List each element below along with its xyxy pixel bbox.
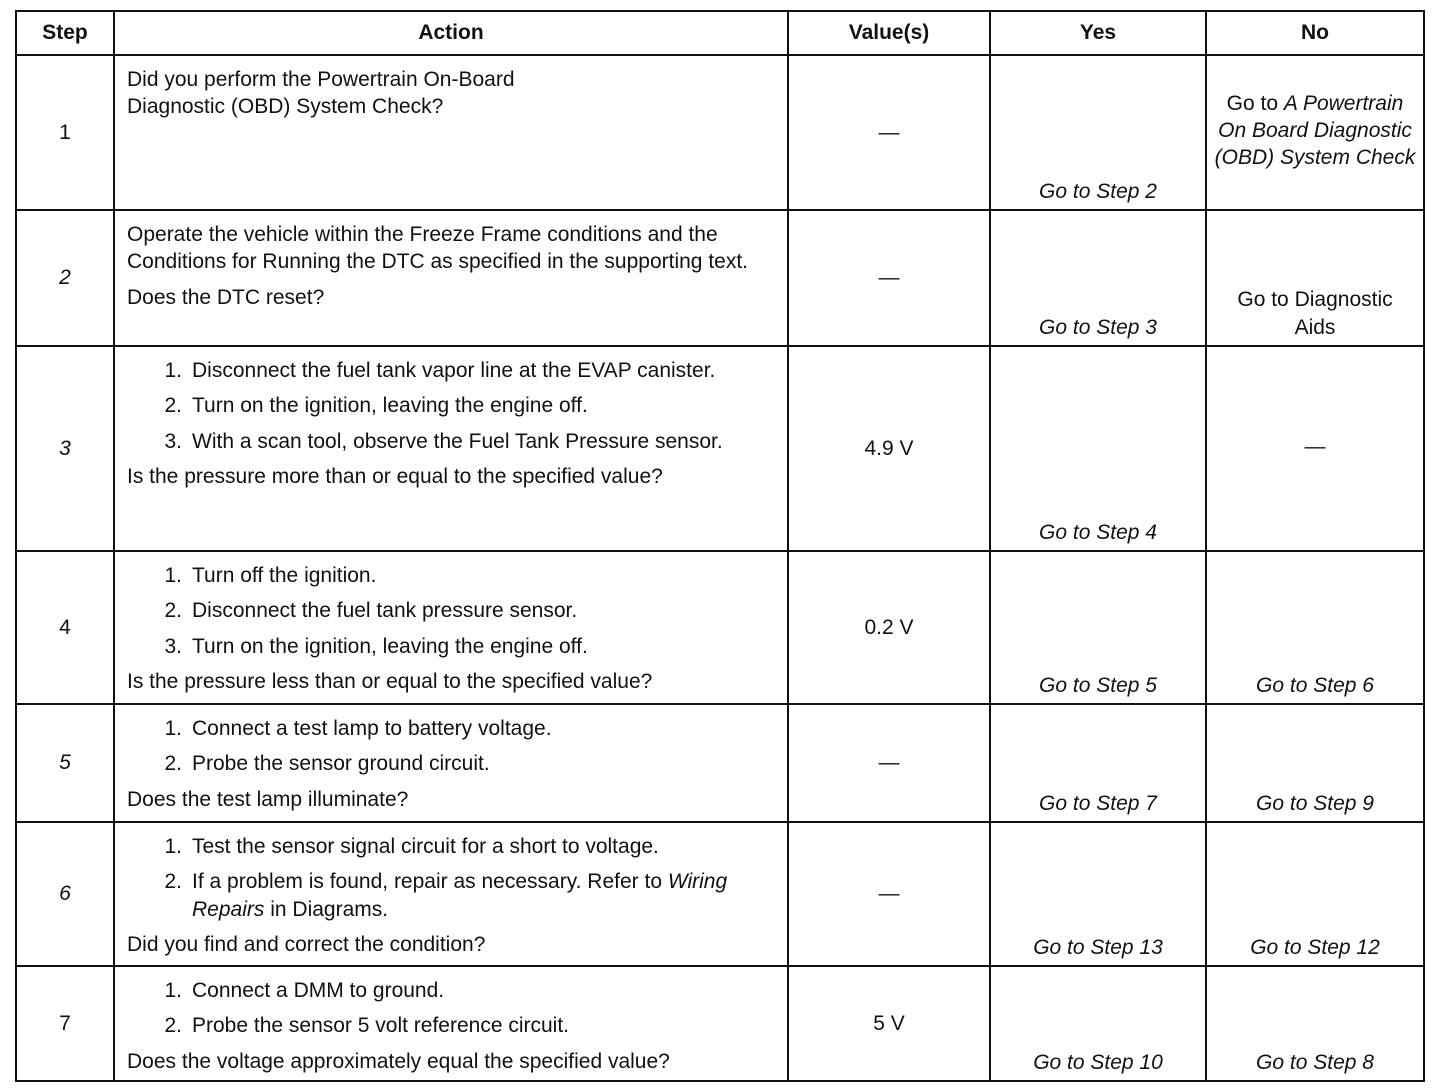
- yes-cell[interactable]: Go to Step 5: [990, 551, 1206, 704]
- no-cell[interactable]: [1206, 210, 1424, 346]
- yes-cell[interactable]: Go to Step 13: [990, 822, 1206, 966]
- table-row: [16, 822, 1424, 966]
- table-row: [16, 966, 1424, 1081]
- table-row: [16, 551, 1424, 704]
- step-number: 1: [16, 55, 114, 210]
- yes-cell[interactable]: Go to Step 3: [990, 210, 1206, 346]
- question-text: Does the test lamp illuminate?: [127, 787, 409, 811]
- no-cell[interactable]: Go to Step 6: [1206, 551, 1424, 704]
- action-cell: [114, 551, 788, 704]
- table-row: [16, 346, 1424, 551]
- no-link[interactable]: A Powertrain On Board Diagnostic (OBD) System Check: [1214, 91, 1416, 170]
- header-row: [16, 11, 1424, 55]
- no-cell[interactable]: Go to Step 9: [1206, 704, 1424, 822]
- table-row: [16, 210, 1424, 346]
- no-text: Go to Diagnostic Aids: [1237, 288, 1393, 339]
- yes-cell[interactable]: Go to Step 4: [990, 346, 1206, 551]
- value-cell: 5 V: [788, 966, 990, 1081]
- yes-cell[interactable]: Go to Step 2: [990, 55, 1206, 210]
- header-yes: Yes: [990, 11, 1206, 55]
- item-text: If a problem is found, repair as necessary. Refer to: [192, 870, 662, 894]
- question-text: Does the DTC reset?: [127, 285, 325, 309]
- action-cell: [114, 210, 788, 346]
- list-item: 1. Turn off the ignition.: [164, 564, 377, 587]
- step-number: 2: [16, 210, 114, 346]
- no-prefix: Go to: [1226, 91, 1279, 115]
- header-step: Step: [16, 11, 114, 55]
- list-item: 2. Probe the sensor 5 volt reference circuit.: [164, 1014, 570, 1038]
- list-item: 1. Connect a DMM to ground.: [164, 979, 445, 1002]
- question-text: Is the pressure more than or equal to the specified value?: [127, 464, 663, 488]
- no-cell: —: [1206, 346, 1424, 551]
- diagnostic-table: [15, 10, 1425, 1082]
- list-item: 3. Turn on the ignition, leaving the engine off.: [164, 634, 588, 658]
- step-number: 5: [16, 704, 114, 822]
- list-item: 1. Connect a test lamp to battery voltage.: [164, 717, 552, 740]
- action-cell: [114, 822, 788, 966]
- action-list: [127, 715, 777, 778]
- step-number: 7: [16, 966, 114, 1081]
- no-cell[interactable]: Go to Step 12: [1206, 822, 1424, 966]
- header-no: No: [1206, 11, 1424, 55]
- list-item: 1. Test the sensor signal circuit for a short to voltage.: [164, 835, 659, 858]
- action-cell: [114, 966, 788, 1081]
- step-number: 4: [16, 551, 114, 704]
- list-item: 2. Probe the sensor ground circuit.: [164, 752, 490, 776]
- header-values: Value(s): [788, 11, 990, 55]
- action-cell: [114, 55, 788, 210]
- list-item: 2. If a problem is found, repair as necessary. Refer to Wiring Repairs in Diagrams.: [164, 870, 728, 921]
- action-cell: [114, 346, 788, 551]
- header-action: Action: [114, 11, 788, 55]
- yes-cell[interactable]: Go to Step 7: [990, 704, 1206, 822]
- value-cell: —: [788, 704, 990, 822]
- action-list: [127, 562, 777, 660]
- yes-cell[interactable]: Go to Step 10: [990, 966, 1206, 1081]
- step-number: 6: [16, 822, 114, 966]
- item-text: in Diagrams.: [270, 897, 389, 921]
- list-item: 2. Disconnect the fuel tank pressure sensor.: [164, 599, 578, 623]
- question-text: Did you find and correct the condition?: [127, 932, 486, 956]
- value-cell: 4.9 V: [788, 346, 990, 551]
- value-cell: 0.2 V: [788, 551, 990, 704]
- no-cell[interactable]: [1206, 55, 1424, 210]
- question-text: Is the pressure less than or equal to the specified value?: [127, 669, 653, 693]
- action-list: [127, 977, 777, 1040]
- list-item: 3. With a scan tool, observe the Fuel Tank Pressure sensor.: [164, 429, 723, 453]
- table-row: [16, 704, 1424, 822]
- question-text: Does the voltage approximately equal the specified value?: [127, 1049, 670, 1073]
- action-text: Did you perform the Powertrain On-Board Diagnostic (OBD) System Check?: [127, 68, 515, 119]
- value-cell: —: [788, 55, 990, 210]
- action-list: [127, 833, 777, 923]
- wiring-repairs-link[interactable]: Wiring Repairs: [192, 870, 728, 921]
- action-cell: [114, 704, 788, 822]
- value-cell: —: [788, 822, 990, 966]
- table-row: [16, 55, 1424, 210]
- no-cell[interactable]: Go to Step 8: [1206, 966, 1424, 1081]
- action-text: Operate the vehicle within the Freeze Frame conditions and the Conditions for Running the DTC as specified in the supporting text.: [127, 223, 749, 274]
- list-item: 2. Turn on the ignition, leaving the engine off.: [164, 394, 588, 418]
- step-number: 3: [16, 346, 114, 551]
- action-list: [127, 357, 777, 455]
- value-cell: —: [788, 210, 990, 346]
- list-item: 1. Disconnect the fuel tank vapor line at the EVAP canister.: [164, 359, 716, 382]
